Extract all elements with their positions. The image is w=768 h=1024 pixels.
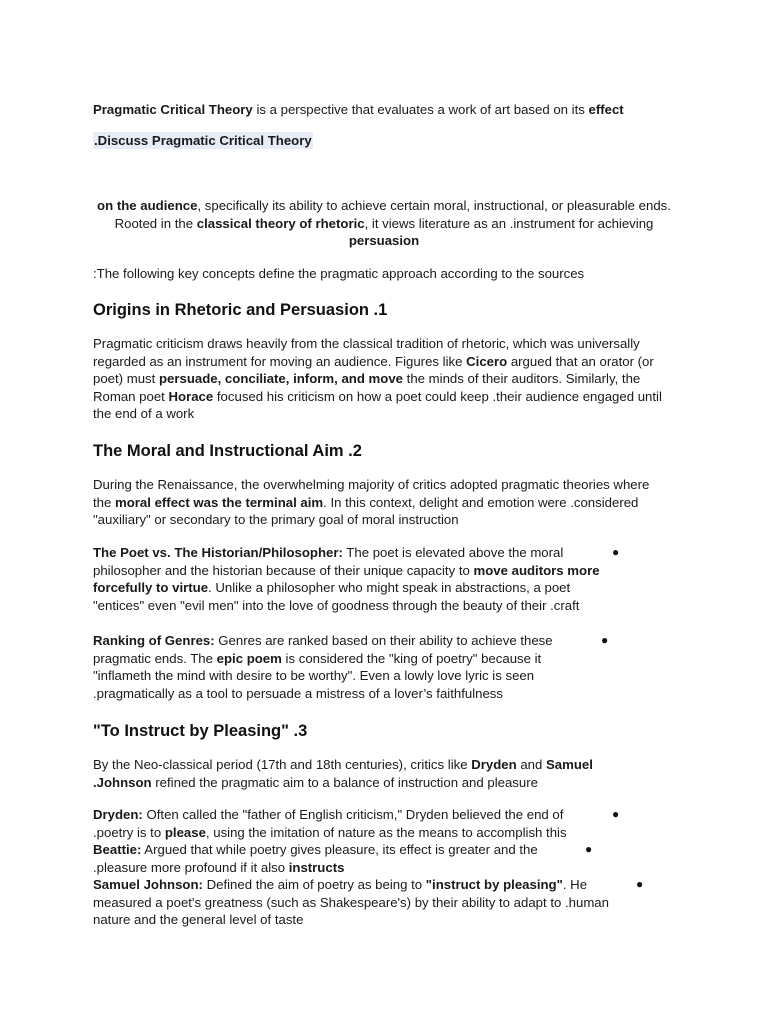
center-text-1: , specifically its ability to achieve certain moral, instructional, or pleasurable ends. Rooted in the (114, 198, 671, 231)
s1-bold-3: Horace (168, 388, 214, 404)
bullet-text-1: Defined the aim of poetry as being to (202, 877, 426, 892)
s1-text-2: argued that an orator (or poet) must (93, 353, 654, 387)
center-bold-1: on the audience (97, 198, 198, 213)
bullet-label: Ranking of Genres: (93, 633, 215, 648)
s1-bold-2: persuade, conciliate, inform, and move (158, 371, 404, 387)
question-line (93, 132, 667, 150)
bullet-bold: instructs (288, 859, 345, 875)
bullet-text-2: . Unlike a philosopher who might speak in abstractions, a poet "entices" even "evil men" into the love of goodness through the beauty of their .craft (93, 580, 580, 613)
s1-text-4: focused his criticism on how a poet could keep .their audience engaged until the end of a work (93, 388, 662, 422)
list-item (93, 876, 629, 929)
section-1-paragraph (93, 335, 667, 423)
intro-effect: effect (588, 102, 624, 117)
s3-bold-1: Dryden (471, 757, 517, 772)
s3-bold-2: Samuel .Johnson (93, 757, 593, 790)
question-text: .Discuss Pragmatic Critical Theory (94, 133, 312, 148)
s1-text-1: Pragmatic criticism draws heavily from the classical tradition of rhetoric, which was universally regarded as an instrument for moving an audience. Figures like (93, 336, 640, 369)
intro-text: is a perspective that evaluates a work of art based on its (252, 102, 589, 117)
center-paragraph (93, 197, 675, 250)
center-bold-3: persuasion (348, 233, 420, 249)
s2-bold-1: moral effect was the terminal aim (115, 494, 324, 510)
list-item (93, 544, 605, 614)
bullet-label: The Poet vs. The Historian/Philosopher: (93, 545, 343, 560)
bullet-text-2: , using the imitation of nature as the means to accomplish this (205, 824, 567, 840)
s2-text-2: . In this context, delight and emotion were .considered "auxiliary" or secondary to the primary goal of moral instruction (93, 494, 639, 528)
bullet-bold: move auditors more forcefully to virtue (93, 562, 600, 596)
bullet-text-1: Argued that while poetry gives pleasure, its effect is greater and the .pleasure more profound if it also (93, 842, 538, 875)
list-item (93, 841, 579, 876)
bullet-bold: please (164, 824, 206, 840)
bullet-label: Beattie: (93, 842, 142, 857)
section-2-paragraph (93, 476, 667, 529)
center-text-2: , it views literature as an .instrument for achieving (364, 215, 654, 231)
bullet-icon: ● (636, 877, 644, 891)
bullet-text-1: Genres are ranked based on their ability to achieve these pragmatic ends. The (93, 633, 553, 666)
bullet-icon: ● (612, 807, 620, 821)
lead-paragraph: :The following key concepts define the pragmatic approach according to the sources (93, 266, 585, 281)
list-item (93, 632, 593, 702)
center-bold-2: classical theory of rhetoric (196, 215, 365, 231)
list-item (93, 806, 605, 841)
bullet-text-2: . He measured a poet's greatness (such as Shakespeare's) by their ability to adapt to .human nature and the general level of taste (93, 877, 609, 928)
bullet-text-1: The poet is elevated above the moral philosopher and the historian because of their unique capacity to (93, 545, 564, 578)
bullet-icon: ● (601, 633, 609, 647)
s3-text-1: By the Neo-classical period (17th and 18th centuries), critics like (93, 757, 472, 772)
s2-text-1: During the Renaissance, the overwhelming majority of critics adopted pragmatic theories where the (93, 477, 650, 510)
bullet-label: Dryden: (93, 807, 143, 822)
s3-text-2: and (516, 757, 546, 772)
bullet-text-2: is considered the "king of poetry" because it "inflameth the mind with desire to be worthy". Even a lowly love lyric is seen .pragmatically as a tool to persuade a mistress of a lover’s faithfulness (93, 650, 542, 701)
section-3-paragraph (93, 756, 638, 791)
s1-bold-1: Cicero (466, 353, 508, 369)
intro-paragraph (93, 101, 667, 119)
bullet-text-1: Often called the "father of English criticism," Dryden believed the end of .poetry is to (93, 807, 564, 840)
bullet-icon: ● (612, 545, 620, 559)
bullet-icon: ● (585, 842, 593, 856)
bullet-bold: epic poem (216, 650, 282, 666)
bullet-bold: "instruct by pleasing" (425, 877, 563, 892)
bullet-label: Samuel Johnson: (93, 877, 203, 892)
section-1-heading: Origins in Rhetoric and Persuasion .1 (93, 301, 388, 319)
intro-term: Pragmatic Critical Theory (93, 102, 253, 117)
s1-text-3: the minds of their auditors. Similarly, the Roman poet (93, 371, 641, 404)
section-3-heading: "To Instruct by Pleasing" .3 (93, 722, 308, 740)
s3-text-3: refined the pragmatic aim to a balance of instruction and pleasure (151, 774, 538, 790)
section-2-heading: The Moral and Instructional Aim .2 (93, 442, 362, 460)
